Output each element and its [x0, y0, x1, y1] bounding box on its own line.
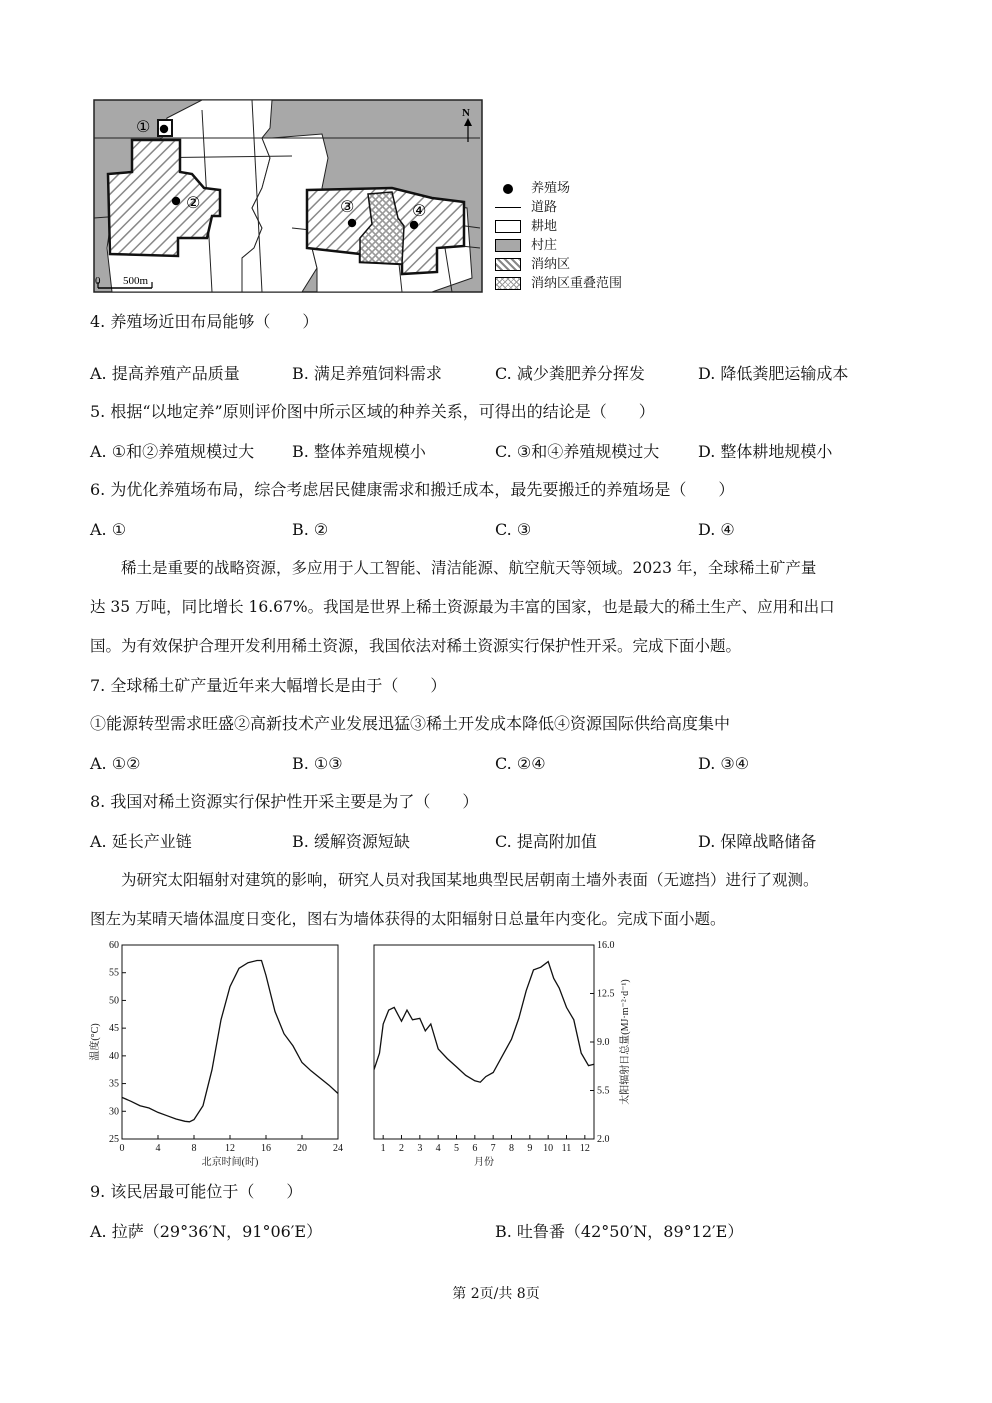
- y-tick-label: 55: [109, 967, 119, 979]
- x-tick-label: 8: [191, 1143, 197, 1154]
- x-tick-label: 16: [261, 1143, 271, 1154]
- question-7-statements: ①能源转型需求旺盛②高新技术产业发展迅猛③稀土开发成本降低④资源国际供给高度集中: [90, 714, 731, 733]
- y-tick-label: 25: [109, 1134, 119, 1145]
- x-tick-label: 5: [454, 1143, 459, 1154]
- plot-frame: [374, 945, 594, 1139]
- x-tick-label: 2: [399, 1143, 404, 1154]
- legend-label: 耕地: [531, 219, 558, 234]
- x-tick-label: 4: [435, 1143, 441, 1154]
- farm-point: [410, 221, 418, 229]
- option: A. ①: [90, 520, 127, 539]
- y-tick-label: 45: [109, 1023, 119, 1035]
- legend-label: 消纳区: [531, 257, 571, 272]
- question-8-stem: 8. 我国对稀土资源实行保护性开采主要是为了（ ）: [90, 792, 479, 811]
- option: C. 减少粪肥养分挥发: [495, 364, 645, 383]
- x-tick-label: 7: [490, 1143, 496, 1154]
- x-tick-label: 9: [527, 1143, 533, 1154]
- farm-label-4: ④: [412, 201, 427, 220]
- option: D. ④: [698, 520, 735, 539]
- plot-frame: [122, 945, 338, 1139]
- option: A. 延长产业链: [90, 832, 192, 851]
- x-tick-label: 20: [297, 1143, 307, 1154]
- y-tick-label: 5.5: [597, 1085, 610, 1097]
- option: C. 提高附加值: [495, 832, 597, 851]
- y-tick-label: 12.5: [597, 988, 615, 1000]
- series-line: [374, 962, 594, 1083]
- x-tick-label: 12: [225, 1143, 235, 1154]
- series-line: [122, 961, 338, 1122]
- legend-label: 道路: [531, 200, 558, 215]
- x-tick-label: 6: [472, 1143, 478, 1154]
- legend-farmland: [495, 220, 557, 234]
- question-9-stem: 9. 该民居最可能位于（ ）: [90, 1182, 303, 1201]
- legend-overlap: [495, 277, 622, 291]
- option: C. ③和④养殖规模过大: [495, 442, 660, 461]
- passage-line: 达 35 万吨，同比增长 16.67%。我国是世界上稀土资源最为丰富的国家，也是最大的稀土生产、应用和出口: [90, 598, 835, 616]
- x-axis-label: 月份: [474, 1157, 494, 1168]
- option: B. 吐鲁番（42°50′N，89°12′E）: [495, 1222, 744, 1241]
- x-tick-label: 4: [155, 1143, 161, 1154]
- farm-point: [348, 219, 356, 227]
- option: D. 整体耕地规模小: [698, 442, 833, 461]
- scale-zero: 0: [95, 275, 101, 287]
- option: A. ①②: [90, 754, 141, 773]
- y-axis-label: 太阳辐射日总量(MJ·m⁻²·d⁻¹): [620, 979, 631, 1105]
- option: A. 拉萨（29°36′N，91°06′E）: [90, 1222, 323, 1241]
- village-swatch-icon: [495, 239, 521, 252]
- x-axis-label: 北京时间(时): [201, 1157, 259, 1168]
- legend-label: 消纳区重叠范围: [531, 276, 623, 291]
- farm-distribution-map: [92, 98, 484, 294]
- x-tick-label: 1: [380, 1143, 386, 1154]
- legend-farm: [495, 182, 570, 196]
- y-tick-label: 35: [109, 1078, 119, 1090]
- farm-point-icon: [495, 183, 521, 195]
- farm-label-1: ①: [136, 117, 151, 136]
- option: C. ③: [495, 520, 532, 539]
- option: C. ②④: [495, 754, 546, 773]
- y-tick-label: 50: [109, 995, 119, 1007]
- option: A. ①和②养殖规模过大: [90, 442, 255, 461]
- y-tick-label: 9.0: [597, 1037, 610, 1048]
- option: B. 整体养殖规模小: [292, 442, 426, 461]
- x-tick-label: 8: [509, 1143, 514, 1154]
- solar-radiation-chart: [360, 935, 650, 1175]
- y-tick-label: 60: [109, 940, 119, 951]
- hatch-swatch-icon: [495, 258, 521, 271]
- question-7-stem: 7. 全球稀土矿产量近年来大幅增长是由于（ ）: [90, 676, 447, 695]
- option: B. 缓解资源短缺: [292, 832, 410, 851]
- crosshatch-swatch-icon: [495, 277, 521, 290]
- road-line-icon: [495, 207, 521, 209]
- option: B. ①③: [292, 754, 343, 773]
- question-5-stem: 5. 根据“以地定养”原则评价图中所示区域的种养关系，可得出的结论是（ ）: [90, 402, 655, 421]
- legend-road: [495, 201, 557, 215]
- x-tick-label: 11: [561, 1143, 572, 1154]
- y-tick-label: 2.0: [597, 1134, 610, 1145]
- farm-point: [172, 197, 180, 205]
- legend-absorb: [495, 258, 570, 272]
- option: B. ②: [292, 520, 329, 539]
- x-tick-label: 24: [333, 1143, 343, 1154]
- farmland-swatch-icon: [495, 220, 521, 233]
- farm-label-3: ③: [340, 197, 355, 216]
- option: A. 提高养殖产品质量: [90, 364, 240, 383]
- option: B. 满足养殖饲料需求: [292, 364, 442, 383]
- y-axis-label: 温度(°C): [90, 1023, 101, 1061]
- x-tick-label: 10: [543, 1143, 554, 1154]
- passage-line: 国。为有效保护合理开发利用稀土资源，我国依法对稀土资源实行保护性开采。完成下面小题。: [90, 637, 742, 655]
- passage-line: 为研究太阳辐射对建筑的影响，研究人员对我国某地典型民居朝南土墙外表面（无遮挡）进行了观测。: [90, 871, 819, 889]
- farm-point: [160, 125, 168, 133]
- north-label: N: [462, 107, 470, 119]
- passage-line: 稀土是重要的战略资源，多应用于人工智能、清洁能源、航空航天等领域。2023 年，全球稀土矿产量: [90, 559, 817, 577]
- y-tick-label: 40: [109, 1050, 119, 1062]
- y-tick-label: 30: [109, 1106, 119, 1118]
- option: D. 降低粪肥运输成本: [698, 364, 849, 383]
- wall-temperature-chart: [84, 935, 354, 1175]
- x-tick-label: 3: [417, 1143, 423, 1154]
- option: D. ③④: [698, 754, 750, 773]
- legend-label: 村庄: [531, 238, 558, 253]
- option: D. 保障战略储备: [698, 832, 817, 851]
- scale-label: 500m: [123, 275, 149, 287]
- x-tick-label: 12: [579, 1143, 590, 1154]
- farm-label-2: ②: [186, 193, 201, 212]
- y-tick-label: 16.0: [597, 940, 615, 951]
- question-4-stem: 4. 养殖场近田布局能够（ ）: [90, 312, 319, 331]
- x-tick-label: 0: [119, 1143, 125, 1154]
- legend-label: 养殖场: [531, 181, 571, 196]
- legend-village: [495, 239, 557, 253]
- question-6-stem: 6. 为优化养殖场布局，综合考虑居民健康需求和搬迁成本，最先要搬迁的养殖场是（ ）: [90, 480, 735, 499]
- passage-line: 图左为某晴天墙体温度日变化，图右为墙体获得的太阳辐射日总量年内变化。完成下面小题。: [90, 910, 726, 928]
- page-footer: 第 2页/共 8页: [452, 1286, 540, 1302]
